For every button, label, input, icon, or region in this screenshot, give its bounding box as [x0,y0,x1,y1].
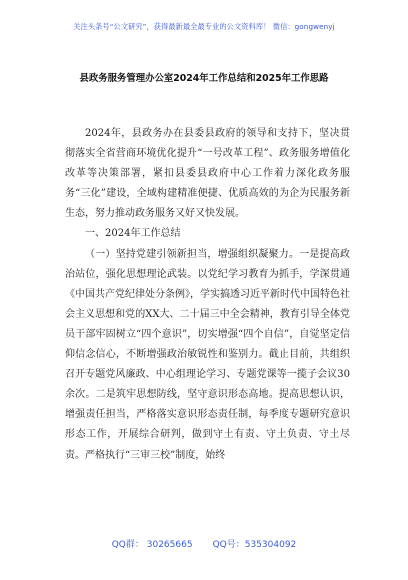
header-watermark-note: 关注头条号“公文研究”，获得最新最全最专业的公文资料库！ 微信：gongwenyj [73,22,335,31]
section-heading: 一、2024年工作总结 [85,228,181,240]
intro-paragraph: 2024年，县政务办在县委县政府的领导和支持下，坚决贯彻落实全省营商环境优化提升“一号改革工程”、政务服务增值化改革等决策部署，紧扣县委县政府中心工作着力深化政务服务“三化”建设，全域构建精准便捷、优质高效的为企为民服务新生态，努力推动政务服务又好又快发展。 [65,128,350,220]
footer-contact [0,537,408,550]
document-title: 县政务服务管理办公室2024年工作总结和2025年工作思路 [79,73,329,84]
document-body [65,124,350,466]
body-paragraph: （一）坚持党建引领新担当，增强组织凝聚力。一是提高政治站位，强化思想理论武装。以党纪学习教育为抓手，学深贯通《中国共产党纪律处分条例》，学实搞透习近平新时代中国特色社会主义思想和党的XX大、二十届三中全会精神，教育引导全体党员干部牢固树立“四个意识”，切实增强“四个自信”，自觉坚定信仰信念信心，不断增强政治敏锐性和鉴别力。截止目前，共组织召开专题党风廉政、中心组理论学习、专题党课等一揽子会议30余次。二是筑牢思想防线，坚守意识形态高地。提高思想认识，增强责任担当，严格落实意识形态责任制，每季度专题研究意识形态工作，开展综合研判，做到守土有责、守土负责、守土尽责。严格执行“三审三校”制度，始终 [65,248,350,461]
footer-qq-number: QQ号：535304092 [212,540,297,550]
footer-qq-group: QQ群： 30265665 [111,540,193,550]
